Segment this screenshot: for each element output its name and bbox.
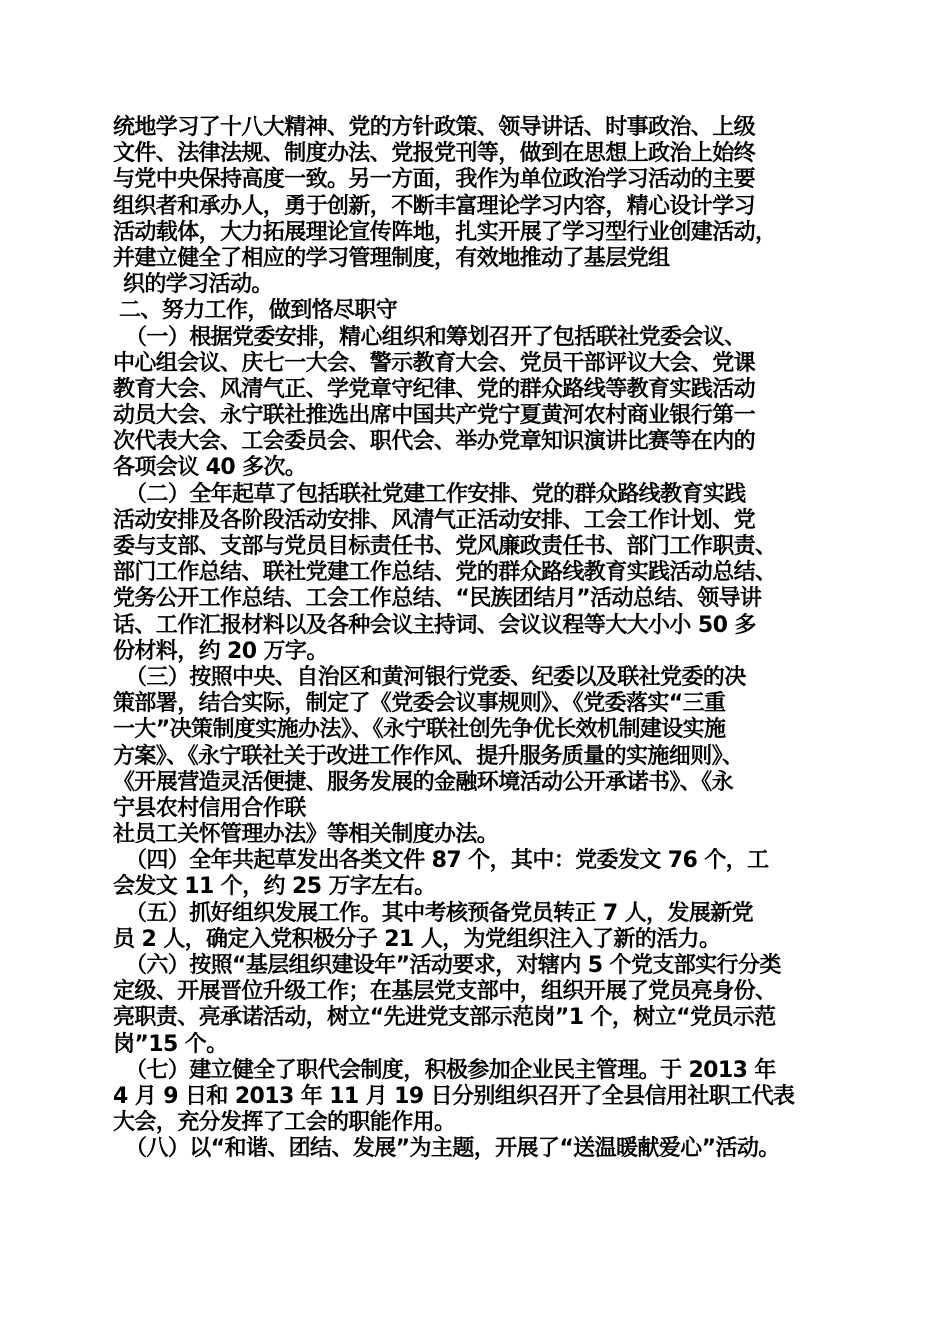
text-line: 组织者和承办人，勇于创新，不断丰富理论学习内容，精心设计学习 — [113, 193, 756, 219]
text-line: 活动载体，大力拓展理论宣传阵地，扎实开展了学习型行业创建活动， — [113, 219, 777, 245]
text-line: 宁县农村信用合作联 — [113, 795, 306, 821]
document-body — [113, 115, 853, 1163]
text-line: 活动安排及各阶段活动安排、风清气正活动安排、工会工作计划、党 — [113, 507, 756, 533]
item-heading: （七）建立健全了职代会制度，积极参加企业民主管理。于 2013 年 — [125, 1057, 776, 1083]
item-heading: （六）按照“基层组织建设年”活动要求，对辖内 5 个党支部实行分类 — [125, 953, 781, 978]
text-line: 委与支部、支部与党员目标责任书、党风廉政责任书、部门工作职责、 — [113, 534, 777, 559]
text-line: 次代表大会、工会委员会、职代会、举办党章知识演讲比赛等在内的 — [113, 429, 756, 455]
text-line: 话、工作汇报材料以及各种会议主持词、会议议程等大大小小 50 多 — [113, 612, 756, 638]
text-line: 大会，充分发挥了工会的职能作用。 — [113, 1110, 456, 1136]
text-line: 亮职责、亮承诺活动，树立“先进党支部示范岗”1 个，树立“党员示范 — [113, 1005, 776, 1031]
text-line: 定级、开展晋位升级工作；在基层党支部中，组织开展了党员亮身份、 — [113, 979, 777, 1005]
item-heading: （八）以“和谐、团结、发展”为主题，开展了“送温暖献爱心”活动。 — [125, 1136, 780, 1162]
text-line: 《开展营造灵活便捷、服务发展的金融环境活动公开承诺书》、《永 — [113, 769, 734, 795]
text-line: 与党中央保持高度一致。另一方面，我作为单位政治学习活动的主要 — [113, 167, 756, 193]
text-line: 社员工关怀管理办法》等相关制度办法。 — [113, 822, 499, 848]
item-heading: （二）全年起草了包括联社党建工作安排、党的群众路线教育实践 — [125, 481, 746, 507]
text-line: 党务公开工作总结、工会工作总结、“民族团结月”活动总结、领导讲 — [113, 586, 762, 612]
text-line: 方案》、《永宁联社关于改进工作作风、提升服务质量的实施细则》、 — [113, 743, 744, 769]
text-line: 策部署，结合实际，制定了《党委会议事规则》、《党委落实“三重 — [113, 691, 726, 717]
text-line: 织的学习活动。 — [123, 272, 273, 298]
text-line: 各项会议 40 多次。 — [113, 455, 307, 481]
item-heading: （五）抓好组织发展工作。其中考核预备党员转正 7 人，发展新党 — [125, 900, 754, 926]
text-line: 岗”15 个。 — [113, 1031, 228, 1057]
text-line: 统地学习了十八大精神、党的方针政策、领导讲话、时事政治、上级 — [113, 115, 756, 140]
text-line: 教育大会、风清气正、学党章守纪律、党的群众路线等教育实践活动 — [113, 376, 756, 402]
text-line: 份材料，约 20 万字。 — [113, 638, 328, 664]
text-line: 部门工作总结、联社党建工作总结、党的群众路线教育实践活动总结、 — [113, 560, 777, 586]
item-heading: （三）按照中央、自治区和黄河银行党委、纪委以及联社党委的决 — [125, 664, 746, 690]
text-line: 动员大会、永宁联社推选出席中国共产党宁夏黄河农村商业银行第一 — [113, 403, 756, 429]
text-line: 会发文 11 个，约 25 万字左右。 — [113, 874, 436, 900]
text-line: 员 2 人，确定入党积极分子 21 人，为党组织注入了新的活力。 — [113, 926, 721, 952]
text-line: 4 月 9 日和 2013 年 11 月 19 日分别组织召开了全县信用社职工代表 — [113, 1083, 795, 1109]
item-heading: （一）根据党委安排，精心组织和筹划召开了包括联社党委会议、 — [125, 324, 746, 350]
text-line: 文件、法律法规、制度办法、党报党刊等，做到在思想上政治上始终 — [113, 141, 756, 167]
section-heading: 二、努力工作，做到恪尽职守 — [119, 298, 398, 324]
text-line: 中心组会议、庆七一大会、警示教育大会、党员干部评议大会、党课 — [113, 350, 756, 376]
item-heading: （四）全年共起草发出各类文件 87 个，其中：党委发文 76 个，工 — [125, 848, 769, 874]
text-line: 并建立健全了相应的学习管理制度，有效地推动了基层党组 — [113, 245, 670, 271]
text-line: 一大”决策制度实施办法》、《永宁联社创先争优长效机制建设实施 — [113, 717, 726, 743]
